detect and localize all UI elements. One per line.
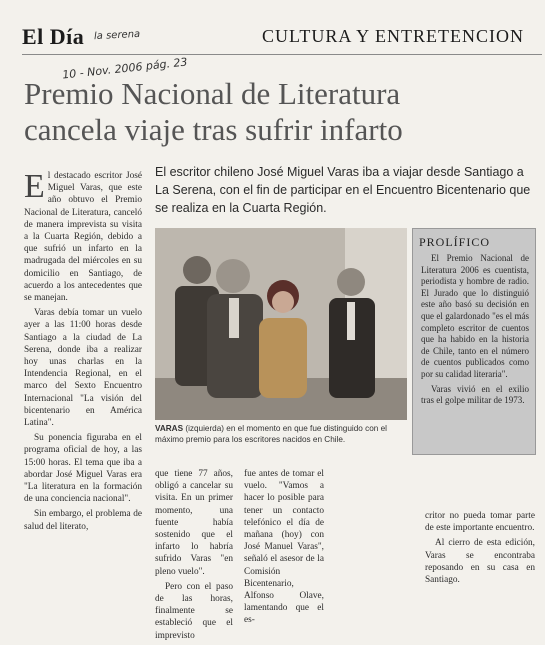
body-paragraph: Sin embargo, el problema de salud del literato, xyxy=(24,509,142,532)
body-column-4 xyxy=(425,510,535,589)
caption-text: (izquierda) en el momento en que fue distinguido con el máximo premio para los escritores nacidos en Chile. xyxy=(155,424,387,444)
drop-cap: E xyxy=(24,168,45,205)
sidebar-box xyxy=(412,228,536,455)
body-paragraph: l destacado escritor José Miguel Varas, que este año obtuvo el Premio Nacional de Literatura, canceló de manera imprevista su visita a la Cuarta Región, debido a que sufrió un infarto en la madrugada del miércoles en su domicilio en Santiago, de acuerdo a los antecedentes que se manejan. xyxy=(24,171,142,304)
body-paragraph: Varas debía tomar un vuelo ayer a las 11:00 horas desde Santiago a la ciudad de La Serena, donde iba a realizar hoy unas charlas en la Intendencia Regional, en el marco del Sexto Encuentro Internacional "La visión del bicentenario en América Latina". xyxy=(24,308,142,429)
article-headline xyxy=(24,76,539,148)
sidebar-paragraph: El Premio Nacional de Literatura 2006 es cuentista, periodista y hombre de radio. El Jurado que lo distinguió este año basó su decisión en que el galardonado "es el más completo escritor de cuentos que ha habido en la historia de Chile, tanto en el número de cuentos publicados como por su calidad literaria". xyxy=(421,253,529,379)
body-column-3 xyxy=(244,468,324,630)
article-lead: El escritor chileno José Miguel Varas iba a viajar desde Santiago a La Serena, con el fin de participar en el Encuentro Bicentenario que se realiza en la Cuarta Región. xyxy=(155,165,531,215)
sidebar-paragraph: Varas vivió en el exilio tras el golpe militar de 1973. xyxy=(421,383,529,406)
article-photo xyxy=(155,228,407,420)
sidebar-title: PROLÍFICO xyxy=(419,235,491,249)
photo-caption xyxy=(155,424,407,445)
section-title: CULTURA Y ENTRETENCION xyxy=(262,26,524,46)
caption-name: VARAS xyxy=(155,424,184,433)
headline-line-2: cancela viaje tras sufrir infarto xyxy=(24,112,403,147)
body-column-2 xyxy=(155,468,233,645)
body-paragraph: Su ponencia figuraba en el programa oficial de hoy, a las 15:00 horas. El tema que iba a abordar José Miguel Varas era "La literatura en la formación de una conciencia nacional". xyxy=(24,433,142,505)
sidebar-text xyxy=(421,253,529,410)
handwritten-date-note: 10 - Nov. 2006 pág. 23 xyxy=(61,55,189,82)
masthead-divider xyxy=(22,54,542,55)
body-paragraph: Al cierro de esta edición, Varas se encontraba reposando en su casa en Santiago. xyxy=(425,538,535,586)
handwritten-city-note: la serena xyxy=(93,28,141,43)
photo-illustration xyxy=(155,228,407,420)
body-column-1 xyxy=(24,170,142,536)
body-paragraph: critor no pueda tomar parte de este importante encuentro. xyxy=(425,511,535,534)
body-paragraph: fue antes de tomar el vuelo. "Vamos a hacer lo posible para tener un contacto telefónico el día de mañana (hoy) con José Manuel Varas", señaló el asesor de la Comisión Bicentenario, Alfonso Olave, lamentando que el es- xyxy=(244,469,324,626)
body-paragraph: Pero con el paso de las horas, finalmente se estableció que el imprevisto xyxy=(155,581,233,641)
headline-line-1: Premio Nacional de Literatura xyxy=(24,76,401,111)
newspaper-masthead: El Día xyxy=(22,24,85,49)
body-paragraph: que tiene 77 años, obligó a cancelar su visita. En un primer momento, una fuente había sostenido que el infarto lo habría sufrido Varas "en pleno vuelo". xyxy=(155,469,233,577)
